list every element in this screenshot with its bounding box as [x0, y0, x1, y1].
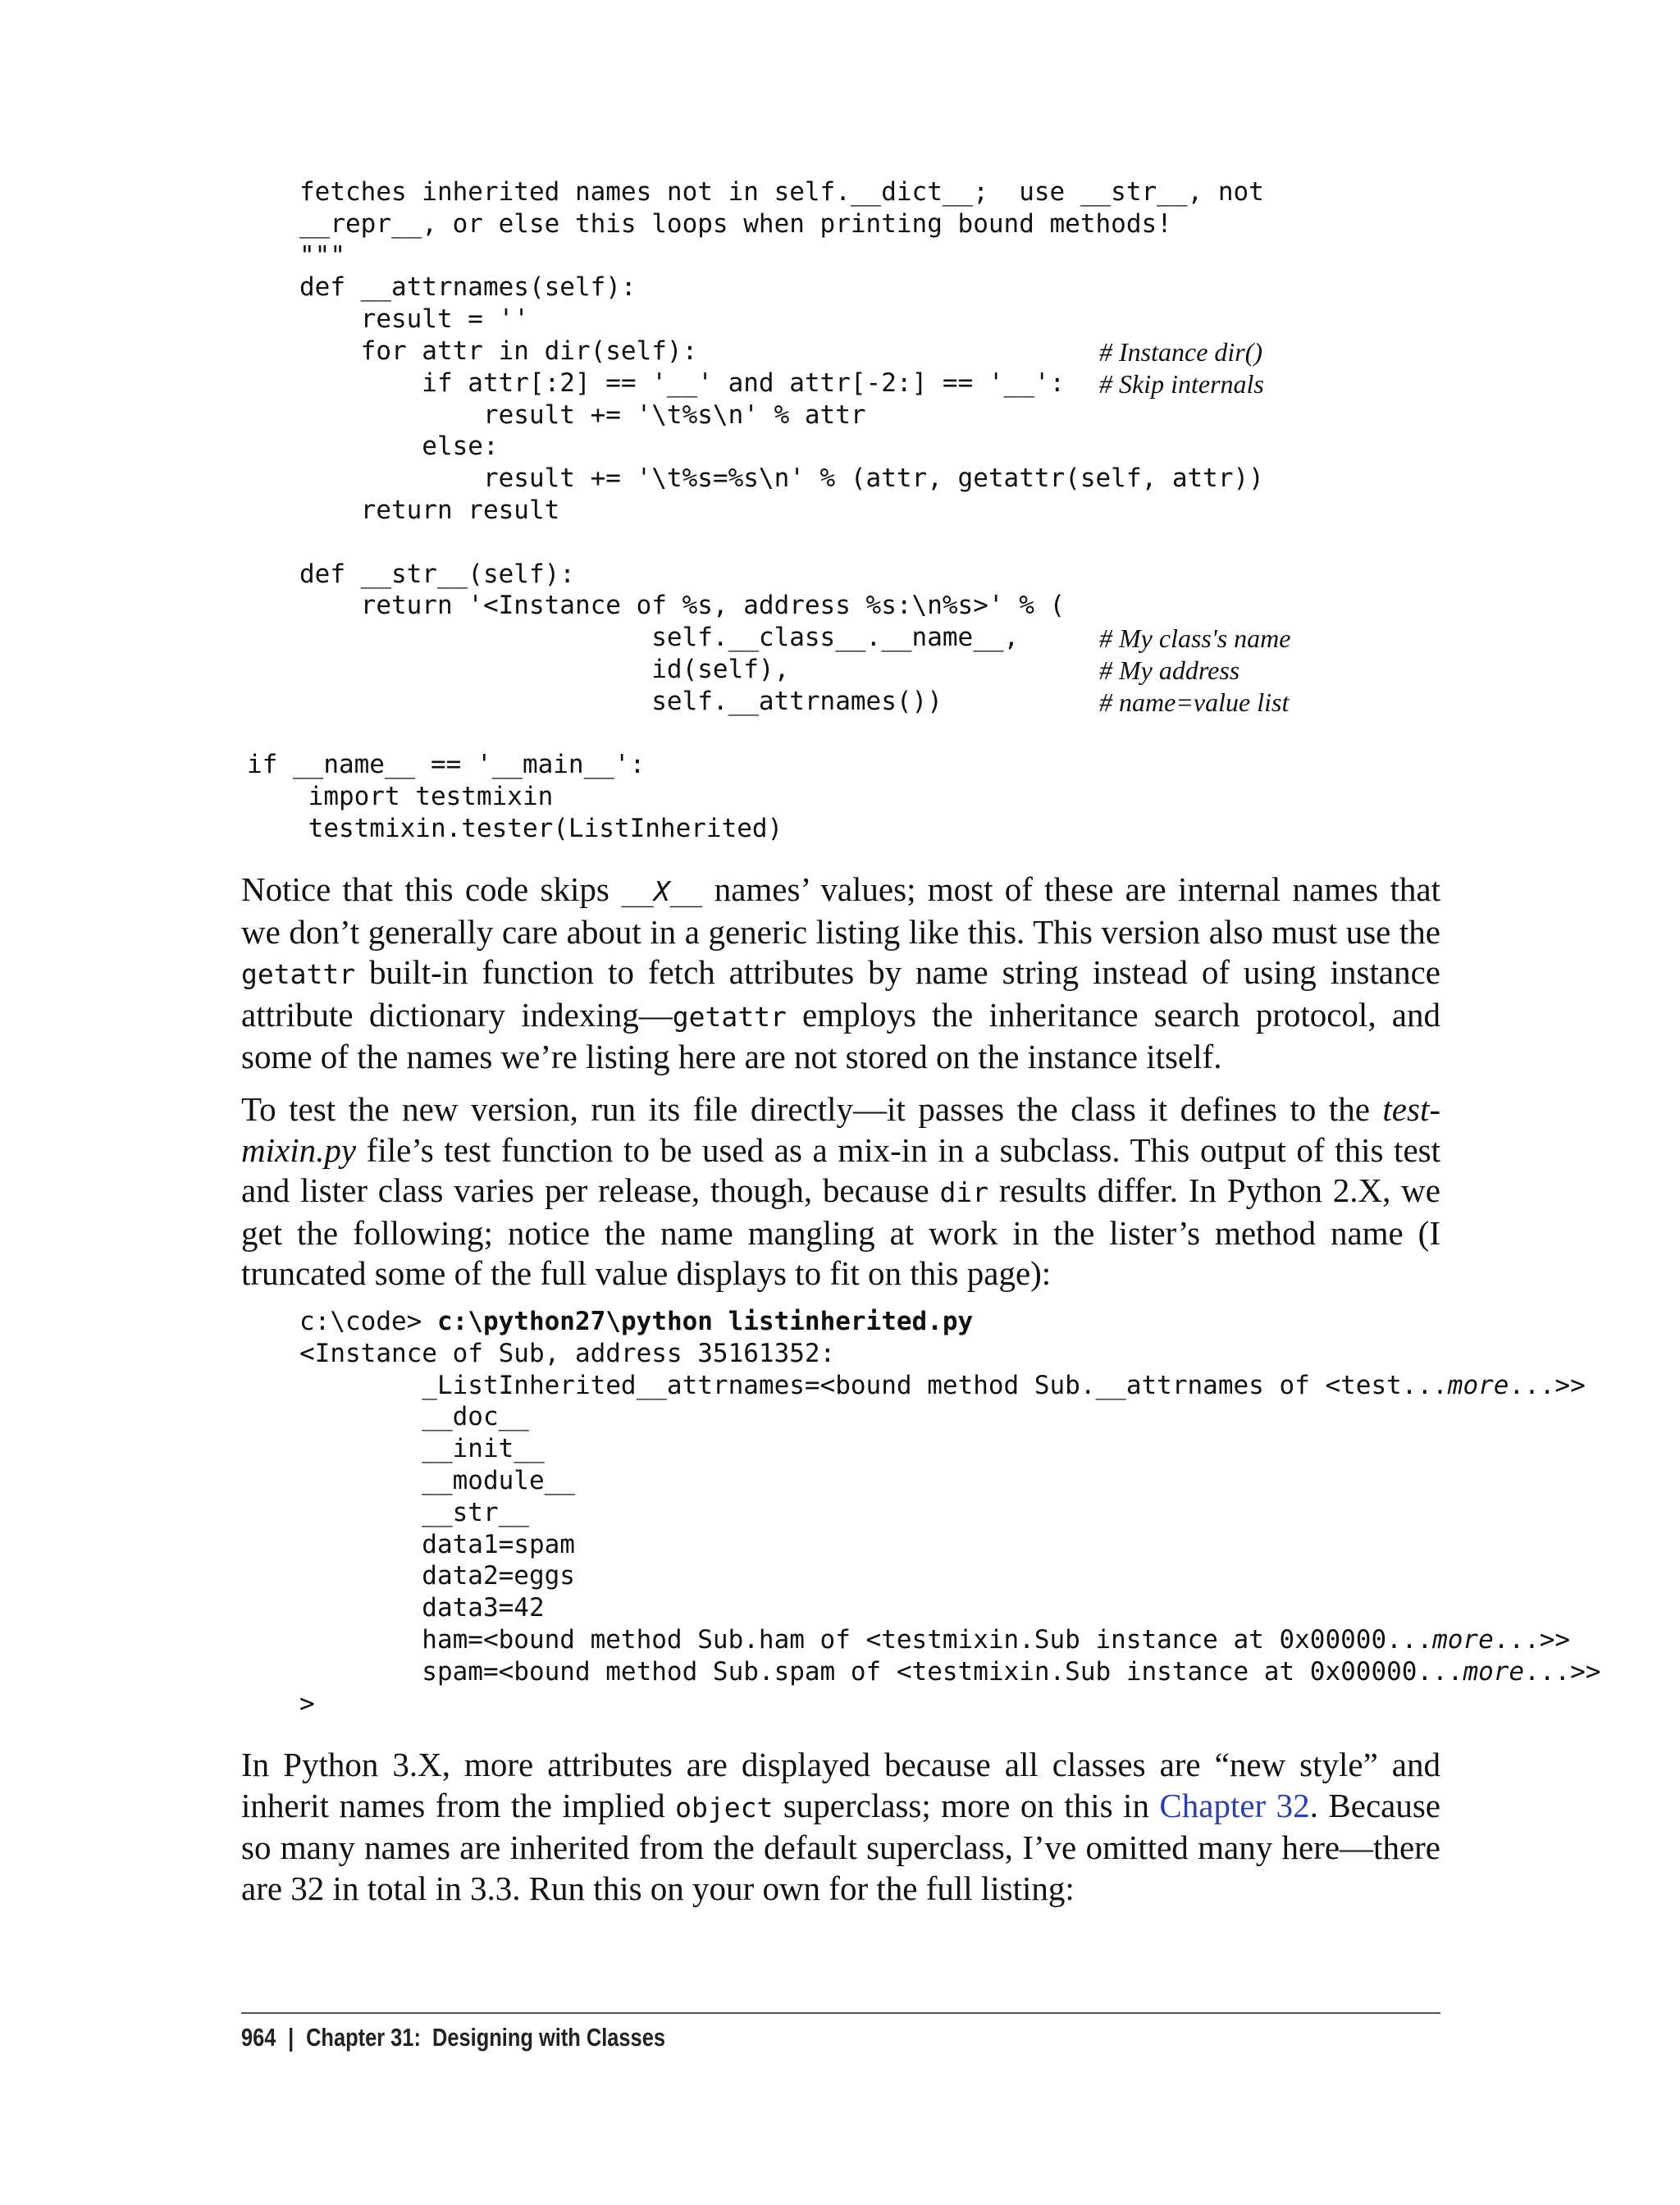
code-line: self.__class__.__name__, — [299, 623, 1020, 653]
output-line: ...>> — [1493, 1624, 1571, 1655]
output-line: __str__ — [299, 1497, 529, 1527]
code-comment: # My class's name — [1099, 623, 1291, 653]
file-name: testmixin.py — [241, 1090, 1440, 1169]
text-run: To test the new version, run its file directly—it passes the class it defines to the — [241, 1090, 1383, 1128]
code-line: def __str__(self): — [299, 559, 575, 589]
output-line: data2=eggs — [299, 1561, 575, 1591]
code-line: if __name__ == '__main__': — [247, 750, 646, 780]
output-line: > — [299, 1688, 315, 1719]
chapter-title: Chapter 31: Designing with Classes — [306, 2023, 665, 2052]
code-comment: # My address — [1099, 655, 1240, 685]
code-line: for attr in dir(self): — [299, 336, 698, 366]
code-line: def __attrnames(self): — [299, 272, 637, 303]
text-run: built-in function to fetch attributes by name string instead of using instance attribute dictionary indexing— — [241, 953, 1440, 1034]
console-output — [299, 1306, 1600, 1719]
page-footer — [241, 2023, 665, 2052]
more-marker: more — [1432, 1624, 1494, 1655]
output-line: _ListInherited__attrnames=<bound method Sub.__attrnames of <test... — [299, 1370, 1448, 1400]
output-line: __module__ — [299, 1465, 575, 1495]
inline-code: object — [675, 1791, 774, 1824]
body-paragraph — [241, 870, 1440, 1078]
code-line: self.__attrnames()) — [299, 686, 943, 716]
text-run: Notice that this code skips — [241, 870, 622, 908]
text-run: names’ values; most of these are internal names that we don’t generally care about in a generic listing like this. This version also must use the — [241, 870, 1440, 951]
shell-command: c:\python27\python listinherited.py — [436, 1307, 974, 1336]
footer-rule — [241, 2012, 1440, 2014]
code-line: else: — [299, 431, 499, 462]
inline-code: getattr — [672, 1000, 787, 1033]
shell-prompt: c:\code> — [299, 1307, 437, 1336]
output-line: data1=spam — [299, 1529, 575, 1559]
text-run: results differ. In Python 2.X, we get the following; notice the name mangling at work in the lister’s method name (I truncated some of the full value displays to fit on this page): — [241, 1171, 1440, 1292]
chapter-link[interactable]: Chapter 32 — [1159, 1786, 1310, 1824]
page-number: 964 — [241, 2023, 276, 2052]
inline-code: dir — [939, 1176, 989, 1208]
code-line: import testmixin — [247, 782, 554, 812]
code-comment: # name=value list — [1099, 687, 1290, 717]
output-line: data3=42 — [299, 1593, 545, 1623]
code-line: """ — [299, 240, 345, 271]
code-line: result += '\t%s=%s\n' % (attr, getattr(self, attr)) — [299, 463, 1264, 494]
code-comment: # Skip internals — [1099, 369, 1264, 399]
footer-separator: | — [288, 2023, 294, 2052]
more-marker: more — [1463, 1656, 1525, 1687]
output-line: __doc__ — [299, 1402, 529, 1432]
code-line: if attr[:2] == '__' and attr[-2:] == '__': — [299, 368, 1066, 398]
text-run: file’s test function to be used as a mix-in in a subclass. This output of this test and lister class varies per release, though, because — [241, 1130, 1440, 1209]
code-line: result = '' — [299, 304, 529, 335]
more-marker: more — [1447, 1370, 1509, 1400]
code-line: result += '\t%s\n' % attr — [299, 399, 866, 430]
output-line: spam=<bound method Sub.spam of <testmixin.Sub instance at 0x00000... — [299, 1656, 1463, 1687]
text-run: . Because so many names are inherited from the default superclass, I’ve omitted many here—there are 32 in total in 3.3. Run this on your own for the full listing: — [241, 1786, 1440, 1907]
output-line: ...>> — [1524, 1656, 1601, 1687]
text-run: superclass; more on this in — [773, 1786, 1160, 1824]
output-line: __init__ — [299, 1434, 545, 1464]
inline-code: __X__ — [621, 875, 703, 907]
code-line: id(self), — [299, 654, 790, 684]
body-paragraph — [241, 1089, 1440, 1294]
output-line: ...>> — [1509, 1370, 1586, 1400]
text-run: employs the inheritance search protocol, and some of the names we’re listing here are not stored on the instance itself. — [241, 995, 1440, 1075]
code-comment: # Instance dir() — [1099, 337, 1263, 367]
inline-code: getattr — [241, 958, 356, 990]
code-listing — [247, 176, 1264, 845]
text-run: In Python 3.X, more attributes are displayed because all classes are “new style” and inherit names from the implied — [241, 1746, 1440, 1824]
code-line: __repr__, or else this loops when printing bound methods! — [299, 208, 1172, 239]
code-line: fetches inherited names not in self.__dict__; use __str__, not — [299, 177, 1264, 207]
code-line: return result — [299, 495, 560, 525]
code-line: return '<Instance of %s, address %s:\n%s>' % ( — [299, 591, 1066, 621]
code-line: testmixin.tester(ListInherited) — [247, 813, 783, 843]
output-line: ham=<bound method Sub.ham of <testmixin.Sub instance at 0x00000... — [299, 1624, 1433, 1655]
output-line: <Instance of Sub, address 35161352: — [299, 1338, 836, 1368]
body-paragraph — [241, 1745, 1440, 1909]
